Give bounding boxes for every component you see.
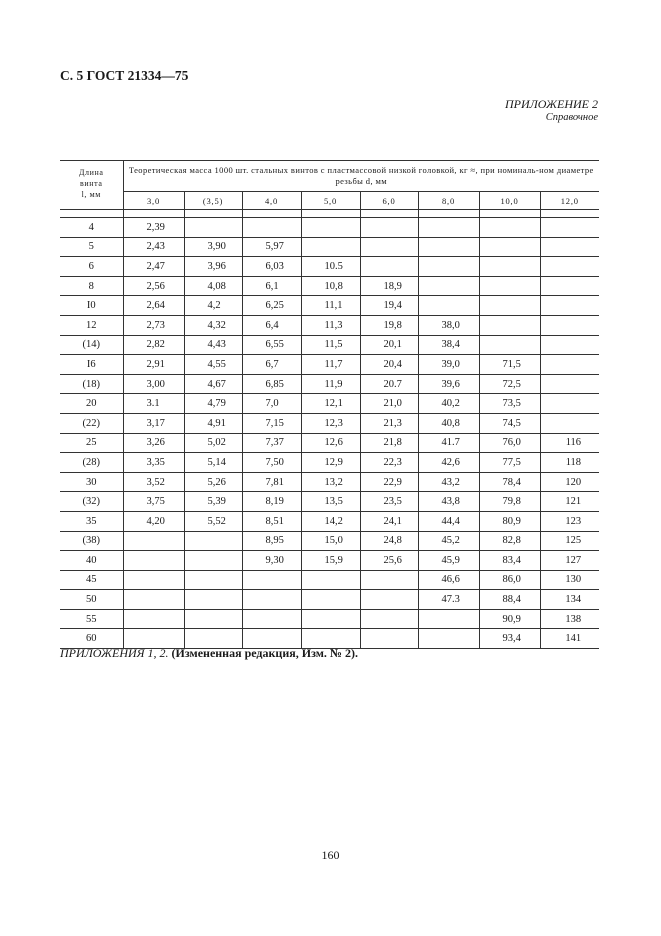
mass-cell: 72,5 <box>479 374 540 394</box>
mass-cell <box>479 315 540 335</box>
length-cell: 35 <box>60 511 123 531</box>
mass-cell: 3,00 <box>123 374 184 394</box>
mass-cell: 6,25 <box>242 296 301 316</box>
mass-cell: 23,5 <box>360 492 418 512</box>
mass-cell: 6,85 <box>242 374 301 394</box>
table-row <box>60 453 599 473</box>
mass-cell: 3,35 <box>123 453 184 473</box>
mass-cell: 2,43 <box>123 237 184 257</box>
mass-cell: 46,6 <box>418 570 479 590</box>
mass-cell: 12,6 <box>301 433 360 453</box>
mass-cell: 7,37 <box>242 433 301 453</box>
length-cell: 6 <box>60 257 123 277</box>
mass-cell: 6,4 <box>242 315 301 335</box>
mass-cell: 47.3 <box>418 590 479 610</box>
mass-cell: 5,39 <box>184 492 242 512</box>
mass-cell <box>360 590 418 610</box>
mass-cell: 5,52 <box>184 511 242 531</box>
diameter-header: 12,0 <box>540 192 599 210</box>
mass-cell: 24,1 <box>360 511 418 531</box>
mass-cell: 6,7 <box>242 355 301 375</box>
mass-cell: 3.1 <box>123 394 184 414</box>
diameter-header: 3,0 <box>123 192 184 210</box>
length-cell: (18) <box>60 374 123 394</box>
mass-cell <box>242 570 301 590</box>
mass-cell: 19,8 <box>360 315 418 335</box>
mass-cell: 86,0 <box>479 570 540 590</box>
mass-cell: 116 <box>540 433 599 453</box>
length-cell: I0 <box>60 296 123 316</box>
mass-cell: 2,39 <box>123 218 184 238</box>
mass-cell: 7,15 <box>242 413 301 433</box>
mass-cell: 11,5 <box>301 335 360 355</box>
mass-cell: 25,6 <box>360 551 418 571</box>
mass-cell <box>418 257 479 277</box>
page-header: С. 5 ГОСТ 21334—75 <box>60 68 189 83</box>
mass-cell: 40,8 <box>418 413 479 433</box>
mass-cell <box>418 237 479 257</box>
appendix-title: ПРИЛОЖЕНИЕ 2 <box>505 97 598 111</box>
mass-cell <box>479 335 540 355</box>
mass-cell: 93,4 <box>479 629 540 649</box>
mass-cell: 15,0 <box>301 531 360 551</box>
mass-cell <box>123 551 184 571</box>
mass-cell: 138 <box>540 609 599 629</box>
mass-cell <box>540 296 599 316</box>
length-cell: 20 <box>60 394 123 414</box>
mass-cell: 13,5 <box>301 492 360 512</box>
mass-cell <box>360 570 418 590</box>
mass-cell <box>418 296 479 316</box>
main-header: Теоретическая масса 1000 шт. стальных винтов с пластмассовой низкой головкой, кг ≈, при номиналь-ном диаметре резьбы d, мм <box>123 161 599 192</box>
mass-cell: 4,55 <box>184 355 242 375</box>
table-row <box>60 394 599 414</box>
mass-cell: 74,5 <box>479 413 540 433</box>
mass-cell: 9,30 <box>242 551 301 571</box>
table-row <box>60 374 599 394</box>
mass-cell: 127 <box>540 551 599 571</box>
length-cell: 40 <box>60 551 123 571</box>
mass-cell: 4,20 <box>123 511 184 531</box>
mass-cell: 45,2 <box>418 531 479 551</box>
table-row <box>60 276 599 296</box>
mass-cell: 78,4 <box>479 472 540 492</box>
mass-cell: 6,55 <box>242 335 301 355</box>
mass-cell: 4,91 <box>184 413 242 433</box>
mass-cell: 7,50 <box>242 453 301 473</box>
mass-cell: 125 <box>540 531 599 551</box>
mass-cell: 141 <box>540 629 599 649</box>
mass-cell: 8,51 <box>242 511 301 531</box>
diameter-header: 10,0 <box>479 192 540 210</box>
mass-cell <box>418 218 479 238</box>
mass-cell <box>540 237 599 257</box>
diameter-header: 6,0 <box>360 192 418 210</box>
mass-cell: 3,90 <box>184 237 242 257</box>
mass-cell: 20.7 <box>360 374 418 394</box>
mass-cell: 118 <box>540 453 599 473</box>
mass-cell <box>360 257 418 277</box>
mass-cell <box>540 394 599 414</box>
mass-cell <box>184 531 242 551</box>
mass-cell: 15,9 <box>301 551 360 571</box>
diameter-header: 4,0 <box>242 192 301 210</box>
length-cell: 5 <box>60 237 123 257</box>
spacer-row <box>60 210 599 218</box>
mass-cell: 19,4 <box>360 296 418 316</box>
mass-cell <box>540 355 599 375</box>
length-cell: 45 <box>60 570 123 590</box>
mass-cell <box>540 374 599 394</box>
mass-cell: 2,47 <box>123 257 184 277</box>
mass-cell: 12,9 <box>301 453 360 473</box>
mass-cell: 45,9 <box>418 551 479 571</box>
table-row <box>60 472 599 492</box>
mass-cell: 20,1 <box>360 335 418 355</box>
mass-cell: 20,4 <box>360 355 418 375</box>
table-row <box>60 355 599 375</box>
mass-cell <box>479 296 540 316</box>
mass-cell: 3,96 <box>184 257 242 277</box>
table-row <box>60 218 599 238</box>
table-row <box>60 590 599 610</box>
mass-cell: 21,8 <box>360 433 418 453</box>
mass-cell <box>479 218 540 238</box>
table-row <box>60 492 599 512</box>
mass-cell: 13,2 <box>301 472 360 492</box>
table-row <box>60 315 599 335</box>
mass-cell: 83,4 <box>479 551 540 571</box>
mass-cell <box>540 218 599 238</box>
mass-cell: 4,2 <box>184 296 242 316</box>
mass-cell: 5,14 <box>184 453 242 473</box>
mass-cell <box>479 237 540 257</box>
mass-cell: 2,56 <box>123 276 184 296</box>
mass-cell: 21,0 <box>360 394 418 414</box>
diameter-header: 8,0 <box>418 192 479 210</box>
footnote: ПРИЛОЖЕНИЯ 1, 2. (Измененная редакция, Изм. № 2). <box>60 646 358 660</box>
mass-cell: 6,1 <box>242 276 301 296</box>
mass-cell <box>184 570 242 590</box>
mass-cell: 6,03 <box>242 257 301 277</box>
table-row <box>60 237 599 257</box>
mass-cell: 4,32 <box>184 315 242 335</box>
mass-cell <box>123 609 184 629</box>
mass-cell: 79,8 <box>479 492 540 512</box>
mass-cell <box>540 315 599 335</box>
mass-cell: 2,91 <box>123 355 184 375</box>
table-row <box>60 570 599 590</box>
mass-cell: 5,26 <box>184 472 242 492</box>
mass-cell <box>418 609 479 629</box>
length-cell: 60 <box>60 629 123 649</box>
mass-cell <box>418 276 479 296</box>
mass-cell: 40,2 <box>418 394 479 414</box>
mass-cell: 2,64 <box>123 296 184 316</box>
mass-cell <box>184 609 242 629</box>
length-cell: (28) <box>60 453 123 473</box>
mass-cell <box>123 531 184 551</box>
mass-cell <box>301 218 360 238</box>
mass-cell: 44,4 <box>418 511 479 531</box>
mass-cell: 43,2 <box>418 472 479 492</box>
mass-cell <box>184 218 242 238</box>
mass-cell <box>242 609 301 629</box>
mass-cell: 14,2 <box>301 511 360 531</box>
table-row <box>60 335 599 355</box>
mass-cell: 8,19 <box>242 492 301 512</box>
mass-cell: 123 <box>540 511 599 531</box>
length-header: Длина винта l, мм <box>60 161 123 210</box>
mass-cell <box>479 257 540 277</box>
mass-cell <box>301 590 360 610</box>
mass-cell: 10.5 <box>301 257 360 277</box>
mass-cell: 7,81 <box>242 472 301 492</box>
length-cell: 50 <box>60 590 123 610</box>
length-cell: 12 <box>60 315 123 335</box>
mass-cell: 38,0 <box>418 315 479 335</box>
mass-cell: 2,73 <box>123 315 184 335</box>
mass-cell <box>360 237 418 257</box>
table-row <box>60 531 599 551</box>
mass-cell <box>360 609 418 629</box>
mass-cell: 76,0 <box>479 433 540 453</box>
mass-cell <box>360 218 418 238</box>
mass-cell <box>360 629 418 649</box>
mass-cell: 5,02 <box>184 433 242 453</box>
mass-cell <box>242 590 301 610</box>
mass-cell: 39,6 <box>418 374 479 394</box>
mass-cell: 71,5 <box>479 355 540 375</box>
mass-cell <box>184 551 242 571</box>
mass-cell: 7,0 <box>242 394 301 414</box>
length-cell: 8 <box>60 276 123 296</box>
mass-cell: 11,7 <box>301 355 360 375</box>
mass-table <box>60 160 599 649</box>
length-cell: (22) <box>60 413 123 433</box>
mass-cell <box>540 335 599 355</box>
length-cell: 4 <box>60 218 123 238</box>
mass-cell: 4,79 <box>184 394 242 414</box>
mass-cell: 10,8 <box>301 276 360 296</box>
length-cell: (32) <box>60 492 123 512</box>
mass-cell: 3,26 <box>123 433 184 453</box>
mass-cell: 82,8 <box>479 531 540 551</box>
mass-cell: 18,9 <box>360 276 418 296</box>
table-row <box>60 511 599 531</box>
table-row <box>60 257 599 277</box>
mass-cell: 21,3 <box>360 413 418 433</box>
appendix-subtitle: Справочное <box>545 112 598 123</box>
mass-cell: 39,0 <box>418 355 479 375</box>
mass-cell: 38,4 <box>418 335 479 355</box>
table-row <box>60 609 599 629</box>
mass-cell <box>123 590 184 610</box>
table-body <box>60 210 599 649</box>
mass-cell: 41.7 <box>418 433 479 453</box>
mass-cell <box>479 276 540 296</box>
mass-cell: 42,6 <box>418 453 479 473</box>
table-row <box>60 433 599 453</box>
table-row <box>60 296 599 316</box>
mass-cell: 2,82 <box>123 335 184 355</box>
mass-cell: 12,1 <box>301 394 360 414</box>
mass-cell: 88,4 <box>479 590 540 610</box>
mass-cell: 12,3 <box>301 413 360 433</box>
mass-cell <box>123 570 184 590</box>
mass-cell: 43,8 <box>418 492 479 512</box>
diameter-header-row <box>60 192 599 210</box>
mass-cell: 77,5 <box>479 453 540 473</box>
mass-cell: 5,97 <box>242 237 301 257</box>
mass-cell: 22,3 <box>360 453 418 473</box>
mass-cell: 3,52 <box>123 472 184 492</box>
table-row <box>60 551 599 571</box>
length-cell: 30 <box>60 472 123 492</box>
mass-cell: 3,17 <box>123 413 184 433</box>
mass-cell <box>242 218 301 238</box>
mass-cell <box>184 590 242 610</box>
mass-cell: 4,43 <box>184 335 242 355</box>
mass-cell: 4,67 <box>184 374 242 394</box>
length-cell: (38) <box>60 531 123 551</box>
diameter-header: 5,0 <box>301 192 360 210</box>
mass-cell <box>540 413 599 433</box>
length-cell: 55 <box>60 609 123 629</box>
mass-cell: 24,8 <box>360 531 418 551</box>
mass-cell: 4,08 <box>184 276 242 296</box>
mass-cell: 121 <box>540 492 599 512</box>
diameter-header: (3,5) <box>184 192 242 210</box>
mass-cell <box>301 609 360 629</box>
length-cell: 25 <box>60 433 123 453</box>
table-row <box>60 413 599 433</box>
length-cell: (14) <box>60 335 123 355</box>
mass-cell: 134 <box>540 590 599 610</box>
mass-cell <box>540 276 599 296</box>
mass-cell: 11,1 <box>301 296 360 316</box>
mass-cell <box>301 570 360 590</box>
mass-cell: 11,3 <box>301 315 360 335</box>
mass-cell <box>540 257 599 277</box>
length-cell: I6 <box>60 355 123 375</box>
appendix-label <box>505 97 598 125</box>
mass-cell: 8,95 <box>242 531 301 551</box>
mass-cell: 22,9 <box>360 472 418 492</box>
mass-cell: 11,9 <box>301 374 360 394</box>
mass-cell: 120 <box>540 472 599 492</box>
mass-cell: 80,9 <box>479 511 540 531</box>
mass-cell: 90,9 <box>479 609 540 629</box>
mass-cell <box>418 629 479 649</box>
mass-cell: 3,75 <box>123 492 184 512</box>
mass-cell: 130 <box>540 570 599 590</box>
mass-cell <box>301 237 360 257</box>
page-number: 160 <box>321 848 340 862</box>
mass-cell: 73,5 <box>479 394 540 414</box>
